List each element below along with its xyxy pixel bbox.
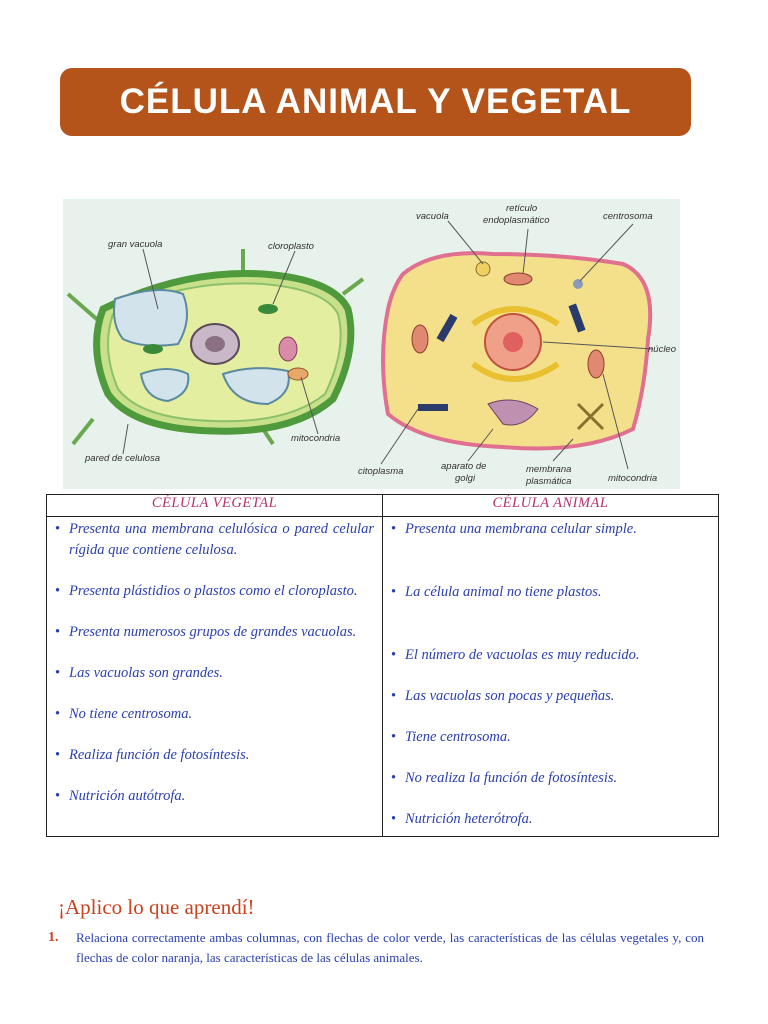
label-vacuola: vacuola xyxy=(416,211,449,222)
column-vegetal xyxy=(47,517,383,837)
column-animal xyxy=(383,517,719,837)
comparison-table xyxy=(46,494,719,837)
label-gran-vacuola: gran vacuola xyxy=(108,239,163,250)
animal-cell xyxy=(383,253,650,448)
label-golgi-1: aparato de xyxy=(441,461,487,472)
vegetal-item: • Las vacuolas son grandes. xyxy=(55,663,374,684)
animal-item: • Nutrición heterótrofa. xyxy=(391,809,710,830)
label-mitocondria-plant: mitocondria xyxy=(291,433,341,444)
question-text: Relaciona correctamente ambas columnas, con flechas de color verde, las características de las células vegetales y, con flechas de color naranja, las características de las células animales. xyxy=(76,930,704,965)
animal-item: • La célula animal no tiene plastos. xyxy=(391,582,710,603)
label-golgi-2: golgi xyxy=(455,473,476,484)
animal-item: • No realiza la función de fotosíntesis. xyxy=(391,768,710,789)
label-pared-celulosa: pared de celulosa xyxy=(85,453,160,464)
vegetal-item: • No tiene centrosoma. xyxy=(55,704,374,725)
vegetal-item: • Presenta una membrana celulósica o pared celular rígida que contiene celulosa. xyxy=(55,519,374,561)
label-nucleo: núcleo xyxy=(648,344,676,355)
animal-item: • Presenta una membrana celular simple. xyxy=(391,519,710,540)
header-animal: CÉLULA ANIMAL xyxy=(383,495,719,517)
cell-diagram-svg xyxy=(63,199,680,489)
page-title: CÉLULA ANIMAL Y VEGETAL xyxy=(119,82,632,121)
plant-cell xyxy=(68,249,363,444)
label-citoplasma: citoplasma xyxy=(358,466,404,477)
animal-item: • Las vacuolas son pocas y pequeñas. xyxy=(391,686,710,707)
label-centrosoma: centrosoma xyxy=(603,211,653,222)
vegetal-item: • Presenta plástidios o plastos como el cloroplasto. xyxy=(55,581,374,602)
animal-item: • El número de vacuolas es muy reducido. xyxy=(391,645,710,666)
label-mitocondria-animal: mitocondria xyxy=(608,473,658,484)
vegetal-item: • Realiza función de fotosíntesis. xyxy=(55,745,374,766)
vegetal-item: • Nutrición autótrofa. xyxy=(55,786,374,807)
activity-heading: ¡Aplico lo que aprendí! xyxy=(58,895,255,919)
label-reticulo-2: endoplasmático xyxy=(483,215,550,226)
label-cloroplasto: cloroplasto xyxy=(268,241,314,252)
header-vegetal: CÉLULA VEGETAL xyxy=(47,495,383,517)
cell-illustration xyxy=(63,199,680,489)
label-membrana-2: plasmática xyxy=(526,476,572,487)
animal-item: • Tiene centrosoma. xyxy=(391,727,710,748)
title-banner xyxy=(60,68,691,136)
vegetal-item: • Presenta numerosos grupos de grandes vacuolas. xyxy=(55,622,374,643)
label-membrana-1: membrana xyxy=(526,464,572,475)
question-number: 1. xyxy=(48,930,59,945)
question-1 xyxy=(48,928,704,968)
label-reticulo-1: retículo xyxy=(506,203,538,214)
